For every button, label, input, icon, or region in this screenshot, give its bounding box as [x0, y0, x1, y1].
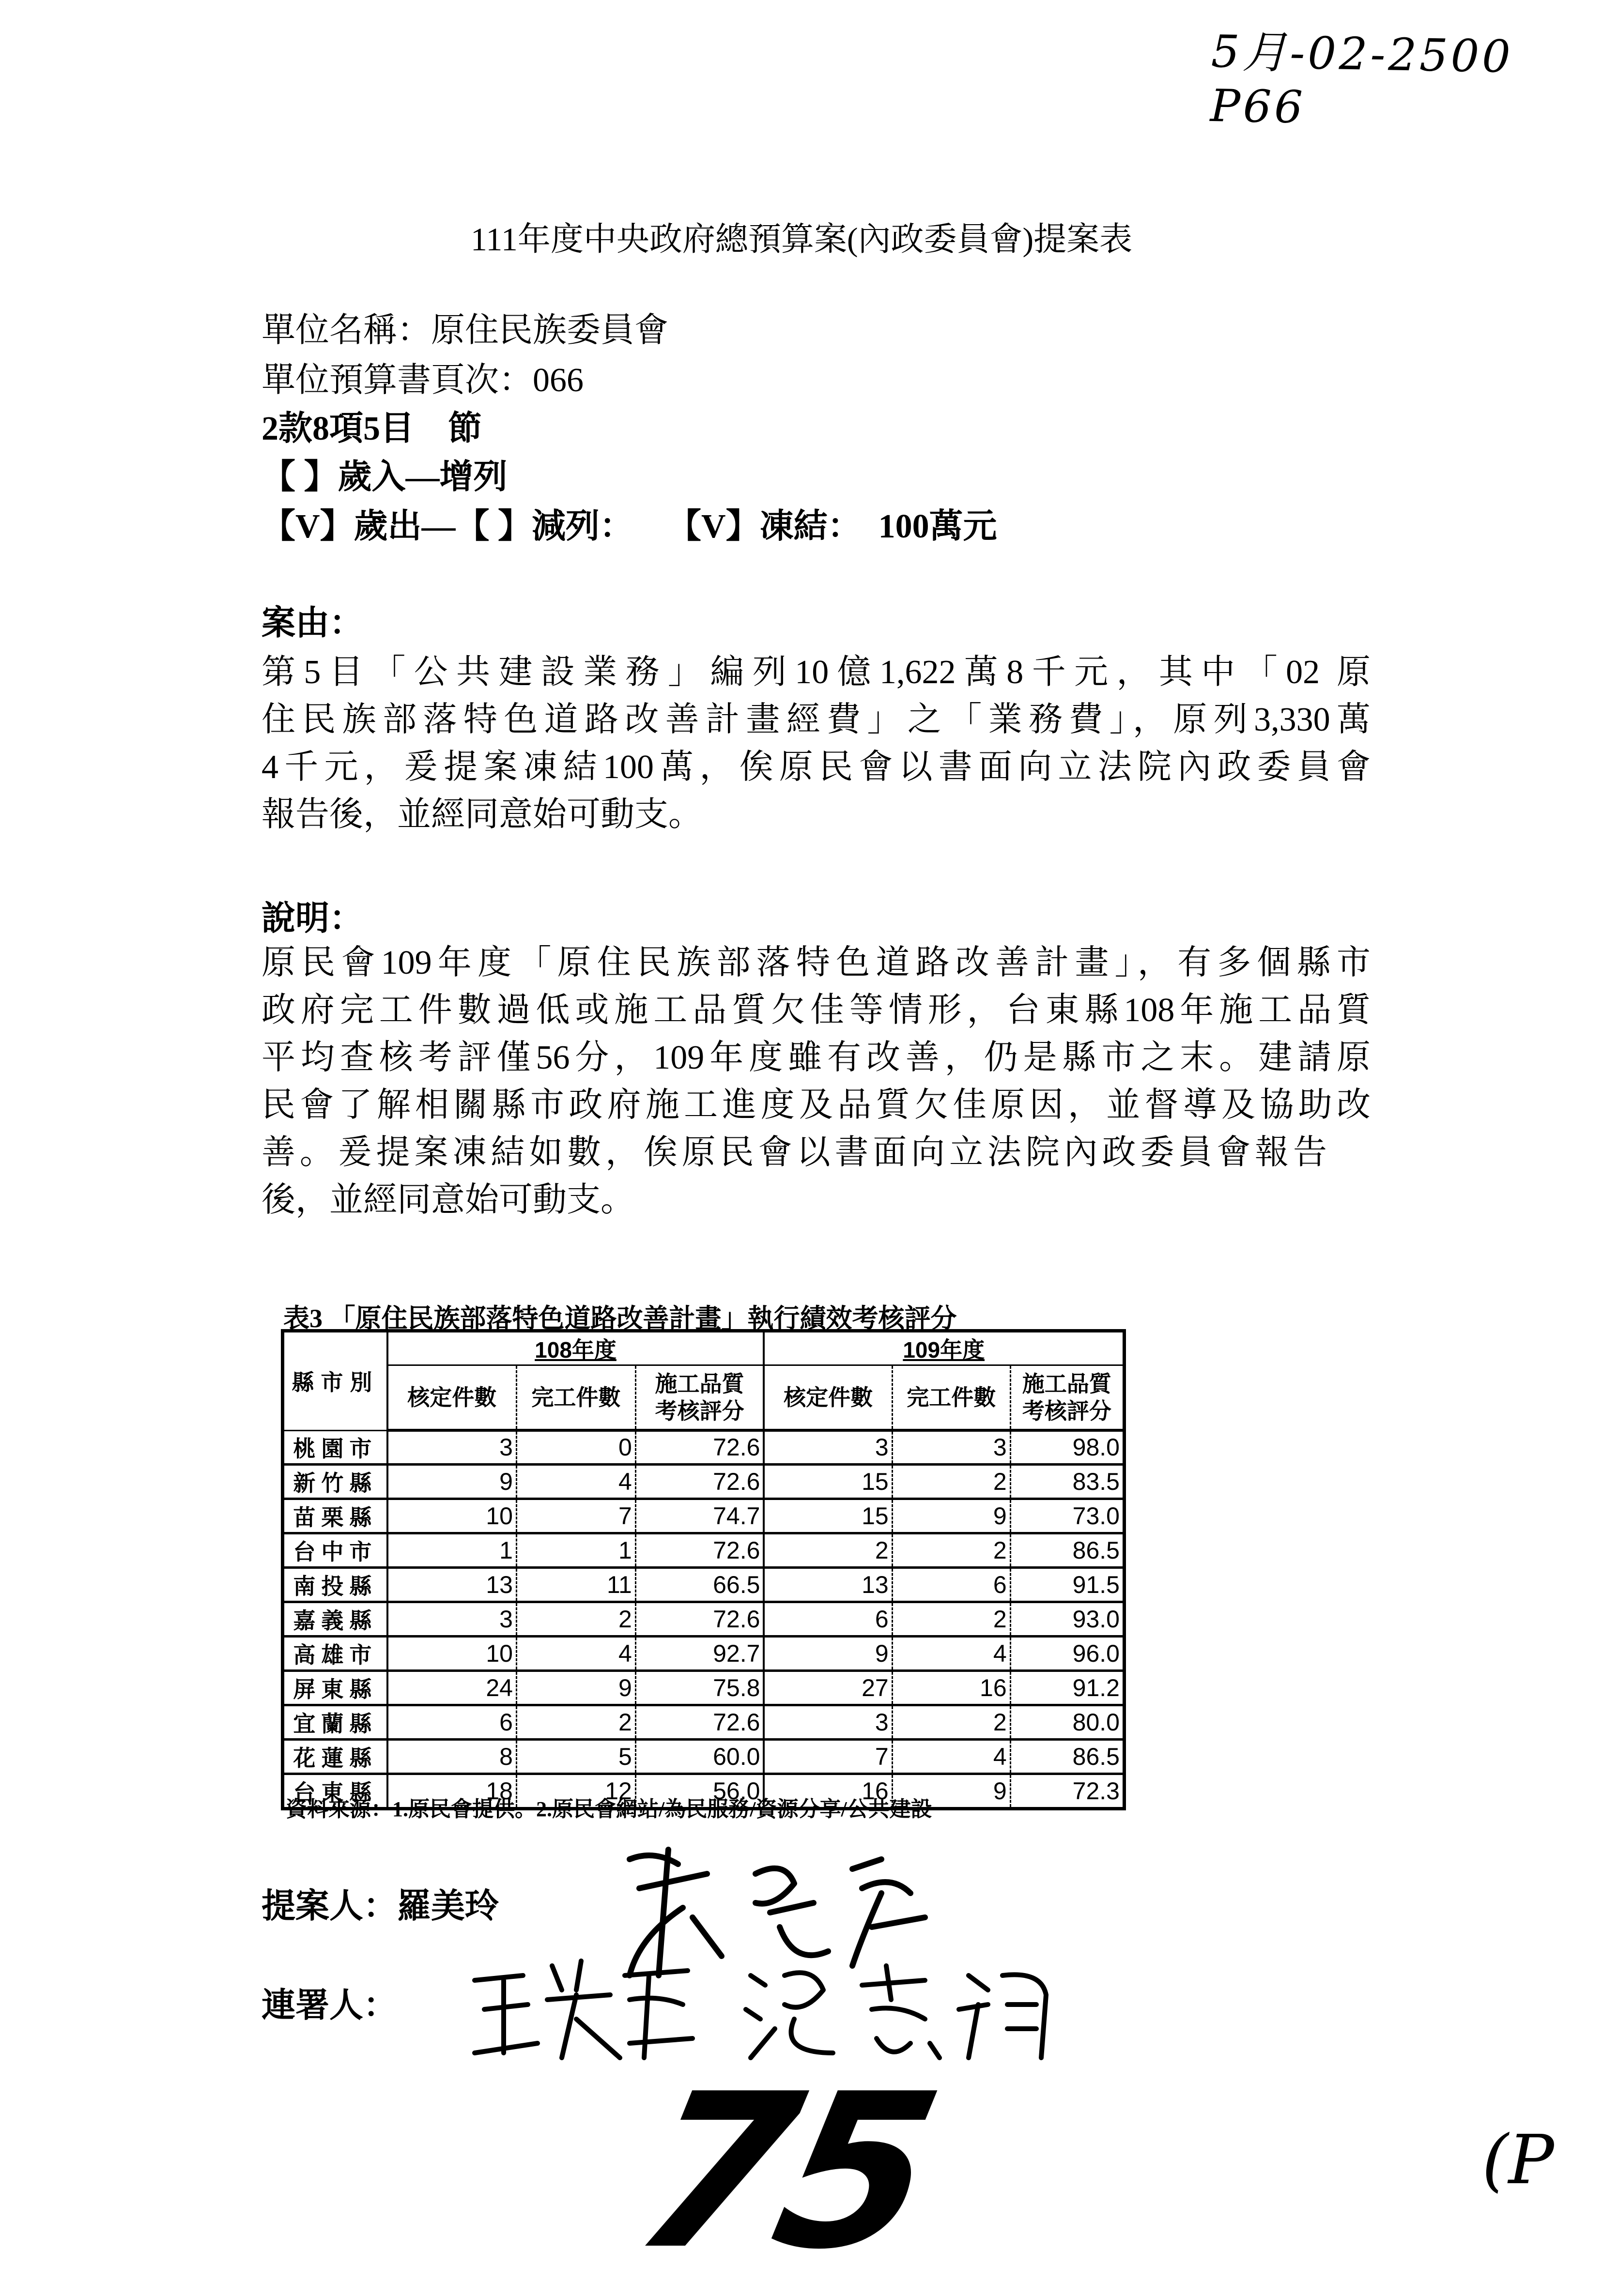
table-source-note: 資料來源：1.原民會提供。2.原民會網站/為民服務/資源分享/公共建設 — [286, 1797, 932, 1821]
cell-s109: 98.0 — [1010, 1430, 1124, 1464]
city-cell: 南投縣 — [283, 1567, 387, 1602]
city-cell: 台中市 — [283, 1533, 387, 1567]
cell-c109: 2 — [892, 1533, 1010, 1567]
cell-c109: 6 — [892, 1567, 1010, 1602]
cell-c108: 12 — [516, 1774, 635, 1808]
city-cell: 花蓮縣 — [283, 1739, 387, 1774]
proposer-label: 提案人：羅美玲 — [262, 1888, 499, 1925]
explanation-line: 政府完工件數過低或施工品質欠佳等情形，台東縣108年施工品質 — [262, 992, 1371, 1029]
cell-c108: 4 — [516, 1464, 635, 1499]
cell-s109: 86.5 — [1010, 1739, 1124, 1774]
reason-heading: 案由： — [262, 605, 363, 642]
performance-table — [281, 1329, 1126, 1810]
col-score-label-2: 考核評分 — [655, 1398, 744, 1424]
cell-a108: 3 — [387, 1602, 517, 1636]
table-row — [283, 1739, 1125, 1774]
cell-s108: 75.8 — [635, 1670, 764, 1705]
cell-s109: 72.3 — [1010, 1774, 1124, 1808]
year-109-header: 109年度 — [764, 1331, 1124, 1365]
cell-a109: 7 — [764, 1739, 892, 1774]
cell-c109: 9 — [892, 1774, 1010, 1808]
cell-a108: 10 — [387, 1499, 517, 1533]
city-cell: 新竹縣 — [283, 1464, 387, 1499]
explanation-heading: 說明： — [262, 900, 363, 937]
reason-paragraph — [262, 649, 1371, 839]
cosigner-label: 連署人： — [262, 1987, 397, 2024]
cell-a109: 2 — [764, 1533, 892, 1567]
cell-a109: 15 — [764, 1464, 892, 1499]
explanation-line: 善。爰提案凍結如數，俟原民會以書面向立法院內政委員會報告 — [262, 1134, 1327, 1171]
cell-a108: 10 — [387, 1636, 517, 1670]
table-row — [283, 1464, 1125, 1499]
col-score-label-1: 施工品質 — [655, 1371, 744, 1396]
table-row — [283, 1705, 1125, 1739]
table-row — [283, 1567, 1125, 1602]
reason-line: 第5目「公共建設業務」編列10億1,622萬8千元，其中「02 原 — [262, 654, 1371, 691]
cell-c109: 4 — [892, 1739, 1010, 1774]
cell-s108: 74.7 — [635, 1499, 764, 1533]
year-108-header: 108年度 — [387, 1331, 764, 1365]
city-cell: 宜蘭縣 — [283, 1705, 387, 1739]
table-row — [283, 1636, 1125, 1670]
explanation-line: 民會了解相關縣市政府施工進度及品質欠佳原因，並督導及協助改 — [262, 1087, 1371, 1124]
cell-c109: 2 — [892, 1464, 1010, 1499]
col-completed-109: 完工件數 — [892, 1365, 1010, 1431]
city-cell: 苗栗縣 — [283, 1499, 387, 1533]
table-header-columns — [283, 1365, 1125, 1431]
cell-s109: 93.0 — [1010, 1602, 1124, 1636]
cell-a108: 24 — [387, 1670, 517, 1705]
cell-c109: 4 — [892, 1636, 1010, 1670]
cell-a109: 3 — [764, 1705, 892, 1739]
cell-a108: 3 — [387, 1430, 517, 1464]
cell-c108: 2 — [516, 1602, 635, 1636]
table-row — [283, 1430, 1125, 1464]
cell-a109: 9 — [764, 1636, 892, 1670]
cell-c108: 11 — [516, 1567, 635, 1602]
document-title: 111年度中央政府總預算案(內政委員會)提案表 — [470, 221, 1133, 258]
cell-a108: 8 — [387, 1739, 517, 1774]
cell-s108: 72.6 — [635, 1464, 764, 1499]
cell-c109: 16 — [892, 1670, 1010, 1705]
cell-s109: 83.5 — [1010, 1464, 1124, 1499]
budget-item: 2款8項5目 節 — [262, 410, 482, 447]
explanation-paragraph — [262, 939, 1371, 1224]
explanation-line: 平均查核考評僅56分，109年度雖有改善，仍是縣市之末。建請原 — [262, 1039, 1371, 1076]
table-title: 表3 「原住民族部落特色道路改善計畫」執行績效考核評分 — [283, 1304, 957, 1333]
table-row — [283, 1602, 1125, 1636]
cell-s109: 91.2 — [1010, 1670, 1124, 1705]
cell-a109: 15 — [764, 1499, 892, 1533]
cell-c108: 2 — [516, 1705, 635, 1739]
cell-s108: 72.6 — [635, 1533, 764, 1567]
cell-c108: 1 — [516, 1533, 635, 1567]
cell-a108: 18 — [387, 1774, 517, 1808]
cell-c109: 2 — [892, 1705, 1010, 1739]
cell-s109: 73.0 — [1010, 1499, 1124, 1533]
expenditure-line: 【V】歲出—【 】減列： 【V】凍結： 100萬元 — [262, 508, 997, 545]
cell-c108: 7 — [516, 1499, 635, 1533]
explanation-line: 原民會109年度「原住民族部落特色道路改善計畫」，有多個縣市 — [262, 944, 1371, 981]
cell-s108: 72.6 — [635, 1602, 764, 1636]
cell-s108: 72.6 — [635, 1430, 764, 1464]
cell-a109: 27 — [764, 1670, 892, 1705]
cell-a109: 16 — [764, 1774, 892, 1808]
cell-s108: 66.5 — [635, 1567, 764, 1602]
handwritten-corner-mark: (P — [1482, 2121, 1554, 2200]
cell-s108: 92.7 — [635, 1636, 764, 1670]
table-header-years — [283, 1331, 1125, 1365]
col-approved-109: 核定件數 — [764, 1365, 892, 1431]
city-cell: 台東縣 — [283, 1774, 387, 1808]
cell-c109: 3 — [892, 1430, 1010, 1464]
cell-s109: 86.5 — [1010, 1533, 1124, 1567]
table-row — [283, 1499, 1125, 1533]
cell-s109: 96.0 — [1010, 1636, 1124, 1670]
cell-a109: 3 — [764, 1430, 892, 1464]
reason-line: 住民族部落特色道路改善計畫經費」之「業務費」，原列3,330萬 — [262, 701, 1371, 738]
cell-c109: 9 — [892, 1499, 1010, 1533]
cell-c108: 9 — [516, 1670, 635, 1705]
cell-a109: 13 — [764, 1567, 892, 1602]
cell-c108: 4 — [516, 1636, 635, 1670]
col-completed-108: 完工件數 — [516, 1365, 635, 1431]
cell-c108: 5 — [516, 1739, 635, 1774]
cell-s108: 72.6 — [635, 1705, 764, 1739]
reason-line: 4千元，爰提案凍結100萬，俟原民會以書面向立法院內政委員會 — [262, 749, 1371, 786]
city-cell: 桃園市 — [283, 1430, 387, 1464]
city-cell: 嘉義縣 — [283, 1602, 387, 1636]
budget-page: 單位預算書頁次：066 — [262, 362, 584, 399]
handwritten-number: 75 — [617, 2048, 948, 2296]
cell-s109: 80.0 — [1010, 1705, 1124, 1739]
col-approved-108: 核定件數 — [387, 1365, 517, 1431]
city-cell: 屏東縣 — [283, 1670, 387, 1705]
cell-a109: 6 — [764, 1602, 892, 1636]
col-score-108 — [635, 1365, 764, 1431]
cell-a108: 1 — [387, 1533, 517, 1567]
cell-s109: 91.5 — [1010, 1567, 1124, 1602]
cell-c109: 2 — [892, 1602, 1010, 1636]
explanation-line: 後，並經同意始可動支。 — [262, 1181, 634, 1219]
cell-c108: 0 — [516, 1430, 635, 1464]
cell-a108: 13 — [387, 1567, 517, 1602]
unit-name: 單位名稱：原住民族委員會 — [262, 312, 668, 349]
table-row — [283, 1670, 1125, 1705]
cell-a108: 6 — [387, 1705, 517, 1739]
table-row — [283, 1533, 1125, 1567]
reason-line: 報告後，並經同意始可動支。 — [262, 796, 702, 833]
col-score-label-2: 考核評分 — [1022, 1398, 1111, 1424]
col-score-label-1: 施工品質 — [1022, 1371, 1111, 1396]
revenue-line: 【 】歲入—增列 — [262, 459, 508, 496]
cell-a108: 9 — [387, 1464, 517, 1499]
handwritten-reference-annotation: 5月-02-2500 P66 — [1209, 25, 1514, 134]
cell-s108: 60.0 — [635, 1739, 764, 1774]
city-header: 縣市別 — [283, 1331, 387, 1431]
city-cell: 高雄市 — [283, 1636, 387, 1670]
cell-s108: 56.0 — [635, 1774, 764, 1808]
col-score-109 — [1010, 1365, 1124, 1431]
